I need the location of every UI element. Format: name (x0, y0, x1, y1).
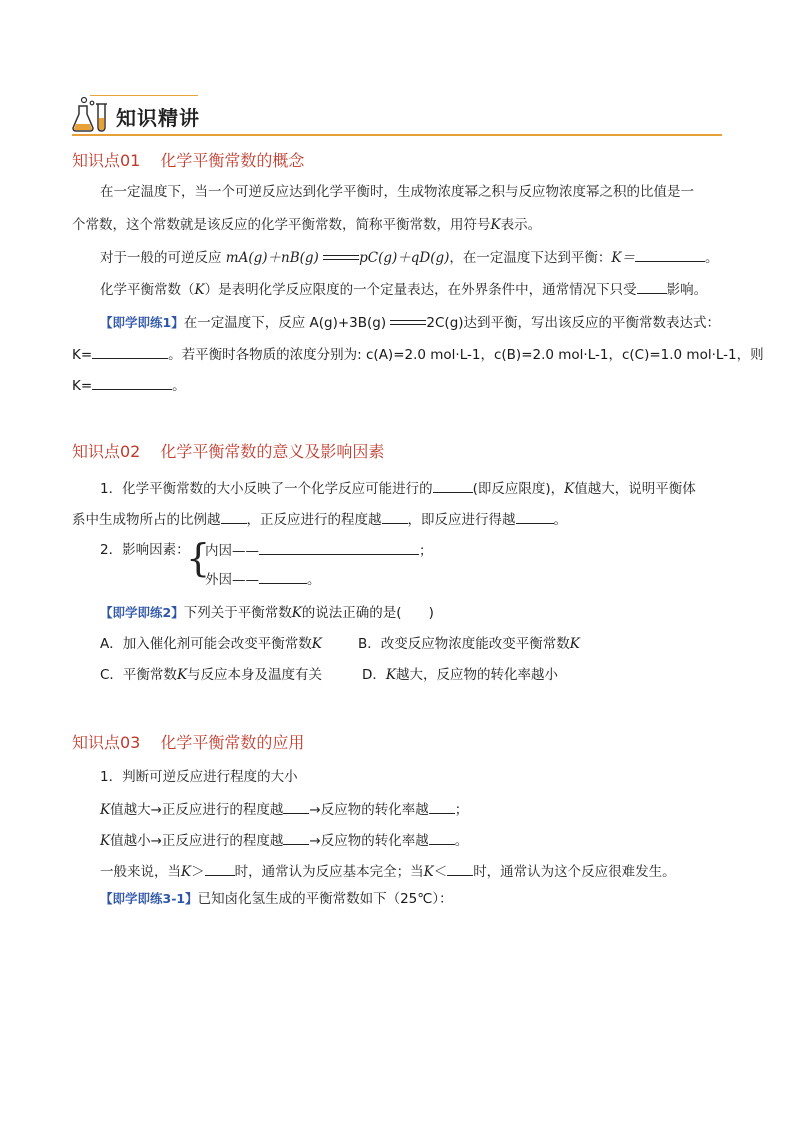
sec1-paragraph-3: 化学平衡常数（K）是表明化学反应限度的一个定量表达，在外界条件中，通常情况下只受 影响。 (100, 279, 707, 299)
section-3-title: 化学平衡常数的应用 (160, 733, 305, 752)
option-b[interactable]: B．改变反应物浓度能改变平衡常数K (358, 636, 580, 652)
sec2-inner-factor: 内因—— ； (205, 540, 433, 560)
section-1-title: 化学平衡常数的概念 (160, 151, 305, 170)
section-2-title: 化学平衡常数的意义及影响因素 (160, 442, 385, 461)
sec3-paragraph-4: 一般来说，当K＞ 时，通常认为反应基本完全；当K＜ 时，通常认为这个反应很难发生。 (100, 861, 676, 881)
option-c[interactable]: C．平衡常数K与反应本身及温度有关 (100, 667, 323, 683)
exercise-2-question: 【即学即练2】下列关于平衡常数K的说法正确的是( ) (100, 605, 434, 621)
banner-title: 知识精讲 (116, 106, 200, 130)
section-3-number: 知识点03 (72, 733, 141, 752)
sec1-paragraph-1b: 个常数，这个常数就是该反应的化学平衡常数，简称平衡常数，用符号K表示。 (72, 217, 542, 233)
exercise-1-line-3: K= 。 (72, 374, 186, 394)
sec3-paragraph-1: 1．判断可逆反应进行程度的大小 (100, 769, 298, 785)
sec3-k-small: K值越小→正反应进行的程度越 →反应物的转化率越 。 (100, 830, 468, 850)
sec2-paragraph-1b: 系中生成物所占的比例越 ，正反应进行的程度越 ，即反应进行得越 。 (72, 509, 567, 529)
answer-blank[interactable] (429, 799, 455, 814)
sec1-general-reaction: 对于一般的可逆反应 mA(g)＋nB(g) pC(g)＋qD(g)，在一定温度下达到平衡：K＝ 。 (100, 247, 719, 267)
exercise-3-1-tag: 【即学即练3-1】 (100, 891, 198, 906)
exercise-2-tag: 【即学即练2】 (100, 605, 184, 620)
answer-blank[interactable] (447, 861, 473, 876)
answer-blank[interactable] (516, 509, 554, 524)
sec3-k-large: K值越大→正反应进行的程度越 →反应物的转化率越 ； (100, 799, 468, 819)
equilibrium-arrow-icon (390, 318, 426, 328)
answer-blank[interactable] (429, 830, 455, 845)
exercise-1-line-1: 【即学即练1】在一定温度下，反应 A(g)+3B(g) 2C(g)达到平衡，写出该反应的平衡常数表达式： (100, 315, 721, 331)
answer-blank[interactable] (382, 509, 408, 524)
answer-blank[interactable] (259, 540, 419, 555)
section-banner (72, 92, 722, 136)
option-d[interactable]: D．K越大，反应物的转化率越小 (362, 667, 558, 683)
exercise-3-1-question: 【即学即练3-1】已知卤化氢生成的平衡常数如下（25℃）： (100, 891, 453, 907)
brace-icon: { (186, 536, 211, 580)
sec2-paragraph-1a: 1．化学平衡常数的大小反映了一个化学反应可能进行的 (即反应限度)，K值越大，说明平衡体 (100, 478, 696, 498)
section-1-heading (72, 148, 304, 171)
section-2-heading (72, 439, 384, 462)
answer-blank[interactable] (221, 509, 247, 524)
sec1-paragraph-1a: 在一定温度下，当一个可逆反应达到化学平衡时，生成物浓度幂之积与反应物浓度幂之积的比值是一 (100, 184, 694, 200)
answer-blank[interactable] (283, 799, 309, 814)
exercise-1-line-2: K= 。若平衡时各物质的浓度分别为: c(A)=2.0 mol·L-1，c(B)=2.0 mol·L-1，c(C)=1.0 mol·L-1，则 (72, 343, 764, 363)
section-3-heading (72, 730, 304, 753)
equilibrium-arrow-icon (323, 253, 359, 263)
option-a[interactable]: A．加入催化剂可能会改变平衡常数K (100, 636, 322, 652)
section-2-number: 知识点02 (72, 442, 141, 461)
answer-blank[interactable] (205, 861, 235, 876)
answer-blank[interactable] (433, 478, 473, 493)
answer-blank[interactable] (92, 375, 172, 390)
flask-icon (72, 94, 112, 132)
answer-blank[interactable] (92, 344, 168, 359)
exercise-1-tag: 【即学即练1】 (100, 315, 184, 330)
banner-bottom-rule (72, 134, 722, 136)
answer-blank[interactable] (637, 279, 667, 294)
sec2-outer-factor: 外因—— 。 (205, 569, 321, 589)
answer-blank[interactable] (635, 247, 705, 262)
answer-blank[interactable] (283, 830, 309, 845)
sec2-factors-label: 2．影响因素： (100, 542, 190, 558)
section-1-number: 知识点01 (72, 151, 141, 170)
answer-blank[interactable] (259, 569, 307, 584)
